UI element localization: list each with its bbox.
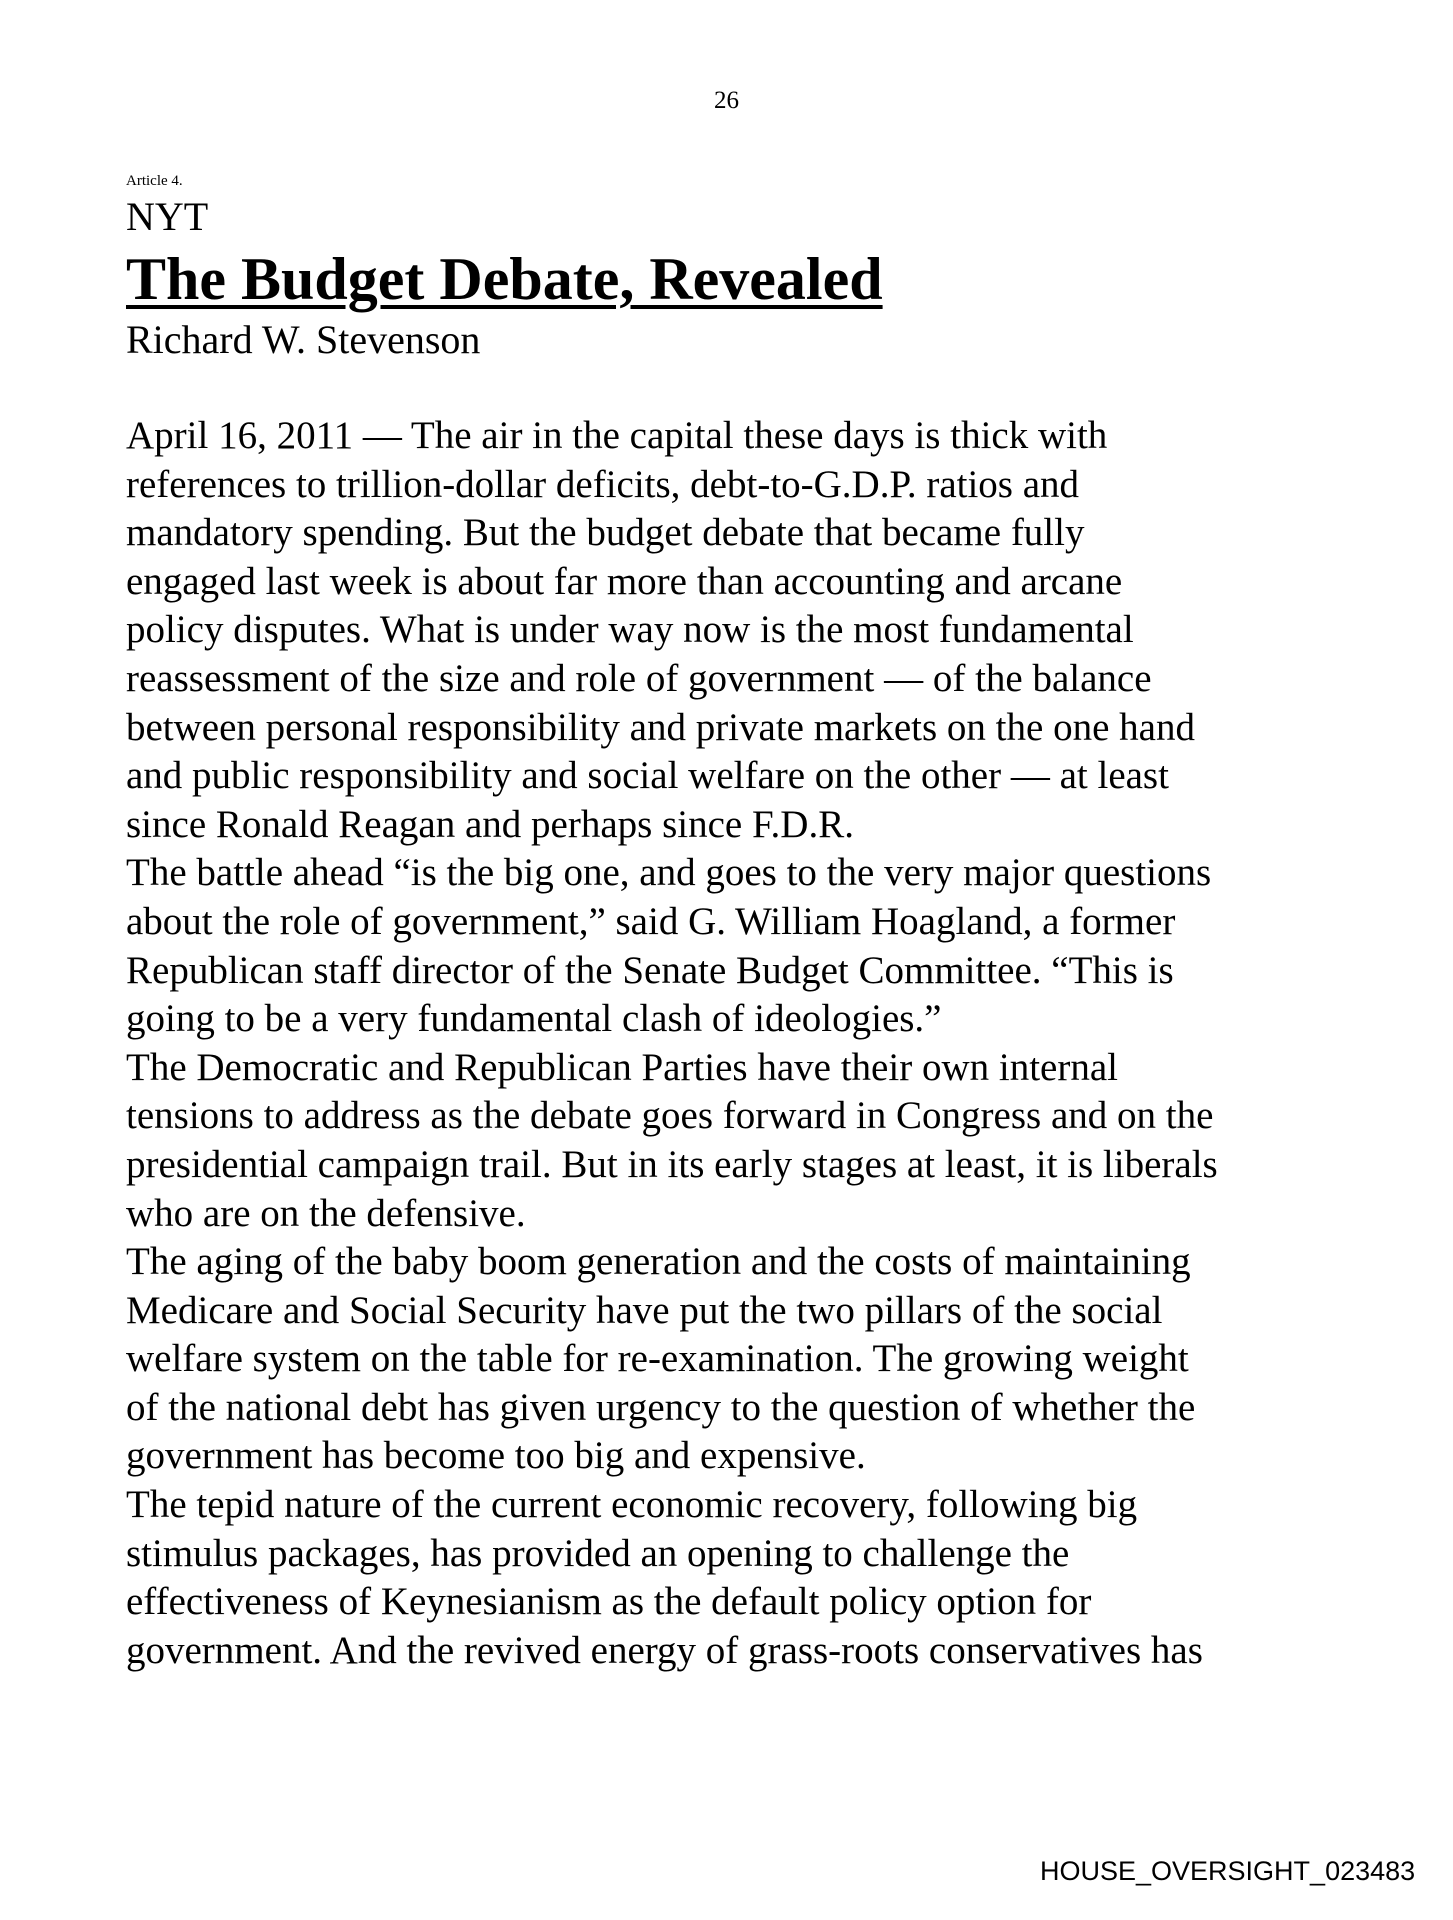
body-line: between personal responsibility and private markets on the one hand xyxy=(126,705,1195,749)
publication-source: NYT xyxy=(126,194,209,239)
body-line: engaged last week is about far more than accounting and arcane xyxy=(126,559,1123,603)
document-id: HOUSE_OVERSIGHT_023483 xyxy=(1040,1856,1416,1886)
body-line: policy disputes. What is under way now is the most fundamental xyxy=(126,608,1134,652)
body-line: The battle ahead “is the big one, and goes to the very major questions xyxy=(126,851,1212,895)
body-line: effectiveness of Keynesianism as the default policy option for xyxy=(126,1580,1092,1624)
page-number: 26 xyxy=(714,87,739,114)
body-line: welfare system on the table for re-examination. The growing weight xyxy=(126,1337,1189,1381)
body-line: Medicare and Social Security have put the two pillars of the social xyxy=(126,1288,1163,1332)
body-line: The Democratic and Republican Parties have their own internal xyxy=(126,1045,1118,1089)
body-line: since Ronald Reagan and perhaps since F.D.R. xyxy=(126,802,854,846)
body-line: stimulus packages, has provided an opening to challenge the xyxy=(126,1531,1070,1575)
body-line: April 16, 2011 — The air in the capital these days is thick with xyxy=(126,414,1108,457)
article-author: Richard W. Stevenson xyxy=(126,317,481,362)
body-line: of the national debt has given urgency to the question of whether the xyxy=(126,1385,1196,1429)
body-line: Republican staff director of the Senate Budget Committee. “This is xyxy=(126,948,1174,992)
article-label: Article 4. xyxy=(126,173,183,189)
body-line: and public responsibility and social welfare on the other — at least xyxy=(126,754,1169,798)
body-line: The tepid nature of the current economic recovery, following big xyxy=(126,1483,1138,1527)
body-line: mandatory spending. But the budget debate that became fully xyxy=(126,511,1085,555)
body-line: reassessment of the size and role of government — of the balance xyxy=(126,656,1152,700)
body-line: about the role of government,” said G. William Hoagland, a former xyxy=(126,899,1176,943)
body-line: presidential campaign trail. But in its early stages at least, it is liberals xyxy=(126,1142,1218,1186)
body-line: government. And the revived energy of grass-roots conservatives has xyxy=(126,1628,1203,1672)
body-line: tensions to address as the debate goes forward in Congress and on the xyxy=(126,1094,1214,1138)
body-line: references to trillion-dollar deficits, debt-to-G.D.P. ratios and xyxy=(126,462,1080,506)
article-body xyxy=(126,412,1366,1675)
article-headline: The Budget Debate, Revealed xyxy=(126,246,883,312)
body-line: The aging of the baby boom generation and the costs of maintaining xyxy=(126,1240,1191,1284)
body-line: going to be a very fundamental clash of ideologies.” xyxy=(126,997,942,1041)
body-line: who are on the defensive. xyxy=(126,1191,526,1235)
body-line: government has become too big and expensive. xyxy=(126,1434,866,1478)
